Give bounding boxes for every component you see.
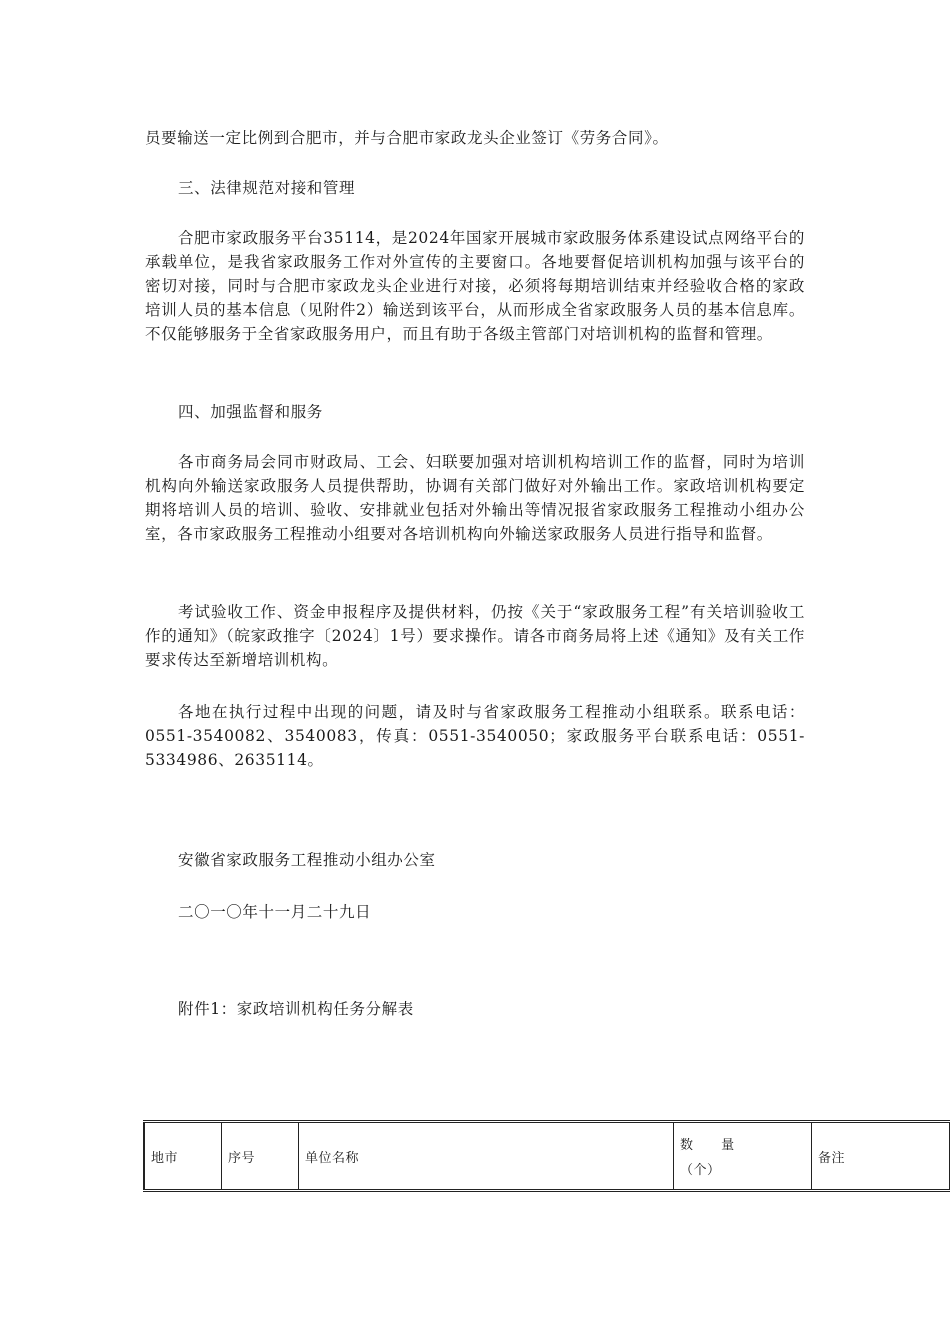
paragraph-platform: 合肥市家政服务平台35114，是2024年国家开展城市家政服务体系建设试点网络平台的承载单位，是我省家政服务工作对外宣传的主要窗口。各地要督促培训机构加强与该平台的密切对接，同时与合肥市家政龙头企业进行对接，必须将每期培训结束并经验收合格的家政培训人员的基本信息（见附件2）输送到该平台，从而形成全省家政服务人员的基本信息库。不仅能够服务于全省家政服务用户，而且有助于各级主管部门对培训机构的监督和管理。 (145, 229, 805, 343)
signature-org: 安徽省家政服务工程推动小组办公室 (178, 851, 436, 869)
paragraph-exam: 考试验收工作、资金申报程序及提供材料，仍按《关于“家政服务工程”有关培训验收工作的通知》（皖家政推字〔2024〕1号）要求操作。请各市商务局将上述《通知》及有关工作要求传达至新增培训机构。 (145, 603, 805, 669)
table-header-row (144, 1122, 950, 1191)
task-table (143, 1120, 950, 1192)
paragraph-continuation: 员要输送一定比例到合肥市，并与合肥市家政龙头企业签订《劳务合同》。 (145, 129, 669, 147)
section-heading-3: 三、法律规范对接和管理 (178, 179, 356, 197)
header-city: 地市 (144, 1122, 222, 1191)
attachment-title: 附件1：家政培训机构任务分解表 (178, 1000, 414, 1018)
header-unit: 单位名称 (299, 1122, 674, 1191)
header-qty-label: 数 量 (680, 1138, 747, 1153)
paragraph-contact: 各地在执行过程中出现的问题，请及时与省家政服务工程推动小组联系。联系电话：0551-3540082、3540083，传真：0551-3540050；家政服务平台联系电话：0551-5334986、2635114。 (145, 703, 805, 769)
section-heading-4: 四、加强监督和服务 (178, 403, 323, 421)
paragraph-supervision: 各市商务局会同市财政局、工会、妇联要加强对培训机构培训工作的监督，同时为培训机构向外输送家政服务人员提供帮助，协调有关部门做好对外输出工作。家政培训机构要定期将培训人员的培训、验收、安排就业包括对外输出等情况报省家政服务工程推动小组办公室，各市家政服务工程推动小组要对各培训机构向外输送家政服务人员进行指导和监督。 (145, 453, 805, 543)
header-no: 序号 (222, 1122, 299, 1191)
header-qty-unit: （个） (680, 1163, 721, 1178)
header-qty (674, 1122, 812, 1191)
header-remark: 备注 (812, 1122, 950, 1191)
signature-date: 二〇一〇年十一月二十九日 (178, 903, 372, 921)
